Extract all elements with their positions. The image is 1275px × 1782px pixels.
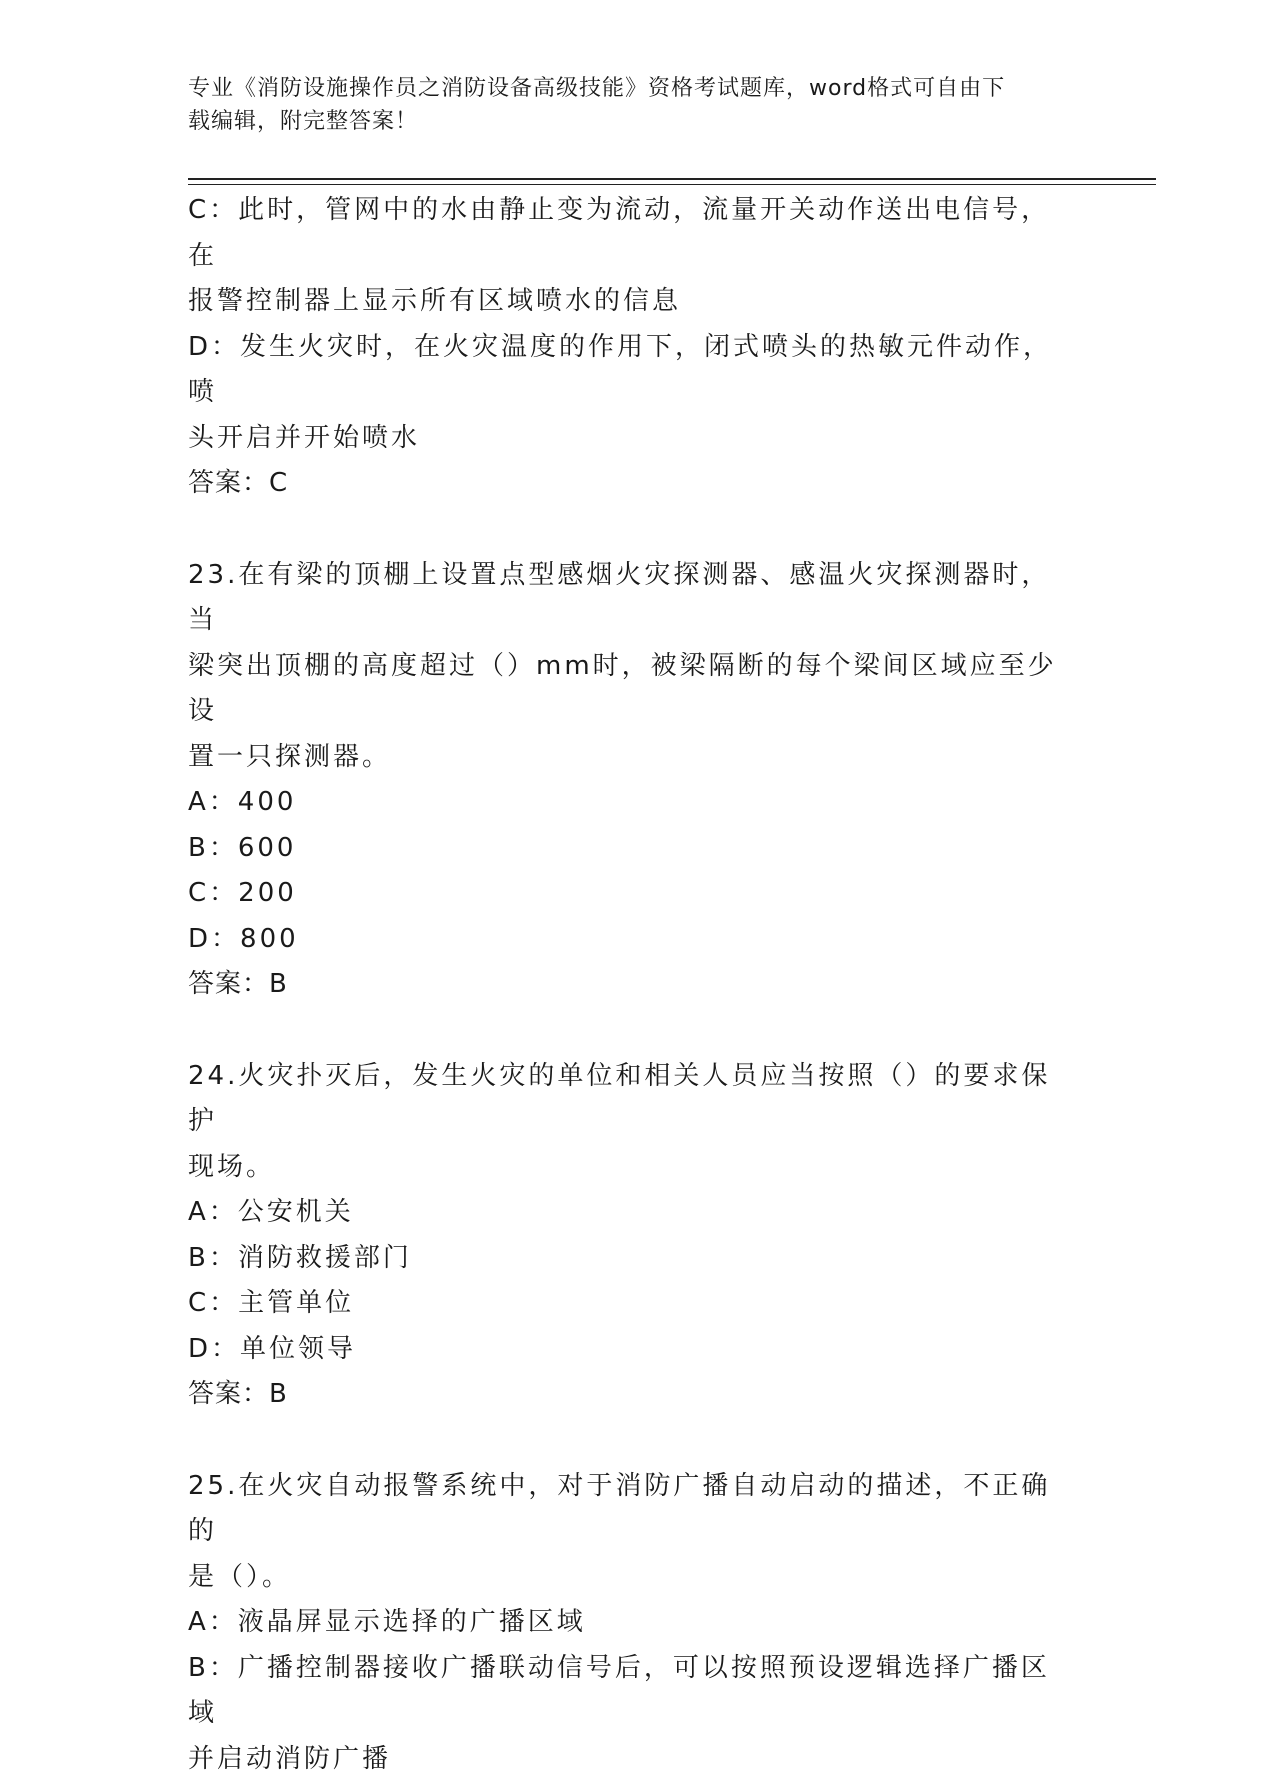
header-divider-thin bbox=[188, 184, 1156, 185]
option-b: B：消防救援部门 bbox=[188, 1236, 1078, 1282]
option-c: C：200 bbox=[188, 871, 1078, 917]
question-stem-line: 现场。 bbox=[188, 1145, 1078, 1191]
option-b: B：广播控制器接收广播联动信号后，可以按照预设逻辑选择广播区域 bbox=[188, 1646, 1078, 1737]
option-d-line-2: 头开启并开始喷水 bbox=[188, 416, 1078, 462]
option-d: D：单位领导 bbox=[188, 1327, 1078, 1373]
spacer bbox=[188, 1008, 1078, 1054]
option-c-line-2: 报警控制器上显示所有区域喷水的信息 bbox=[188, 279, 1078, 325]
option-d: D：800 bbox=[188, 917, 1078, 963]
option-d-line-1: D：发生火灾时，在火灾温度的作用下，闭式喷头的热敏元件动作，喷 bbox=[188, 325, 1078, 416]
answer-label: 答案：C bbox=[188, 461, 1078, 507]
option-c-line-1: C：此时，管网中的水由静止变为流动，流量开关动作送出电信号，在 bbox=[188, 188, 1078, 279]
question-stem-line: 置一只探测器。 bbox=[188, 735, 1078, 781]
header-line-2: 载编辑，附完整答案！ bbox=[188, 105, 1078, 138]
question-stem-line: 梁突出顶棚的高度超过（）mm时，被梁隔断的每个梁间区域应至少设 bbox=[188, 644, 1078, 735]
answer-label: 答案：B bbox=[188, 962, 1078, 1008]
question-25 bbox=[188, 1464, 1078, 1782]
spacer bbox=[188, 1418, 1078, 1464]
answer-label: 答案：B bbox=[188, 1372, 1078, 1418]
option-a: A：400 bbox=[188, 780, 1078, 826]
option-b-continued: 并启动消防广播 bbox=[188, 1737, 1078, 1782]
header-line-1: 专业《消防设施操作员之消防设备高级技能》资格考试题库，word格式可自由下 bbox=[188, 72, 1078, 105]
question-24 bbox=[188, 1054, 1078, 1418]
option-a: A：公安机关 bbox=[188, 1190, 1078, 1236]
option-a: A：液晶屏显示选择的广播区域 bbox=[188, 1600, 1078, 1646]
question-stem-line: 23.在有梁的顶棚上设置点型感烟火灾探测器、感温火灾探测器时，当 bbox=[188, 553, 1078, 644]
header-divider-thick bbox=[188, 178, 1156, 180]
question-stem-line: 24.火灾扑灭后，发生火灾的单位和相关人员应当按照（）的要求保护 bbox=[188, 1054, 1078, 1145]
continued-question bbox=[188, 188, 1078, 507]
question-content bbox=[188, 188, 1078, 1782]
document-header bbox=[188, 72, 1078, 138]
option-c: C：主管单位 bbox=[188, 1281, 1078, 1327]
question-23 bbox=[188, 553, 1078, 1008]
question-stem-line: 25.在火灾自动报警系统中，对于消防广播自动启动的描述，不正确的 bbox=[188, 1464, 1078, 1555]
option-b: B：600 bbox=[188, 826, 1078, 872]
question-stem-line: 是（）。 bbox=[188, 1555, 1078, 1601]
spacer bbox=[188, 507, 1078, 553]
